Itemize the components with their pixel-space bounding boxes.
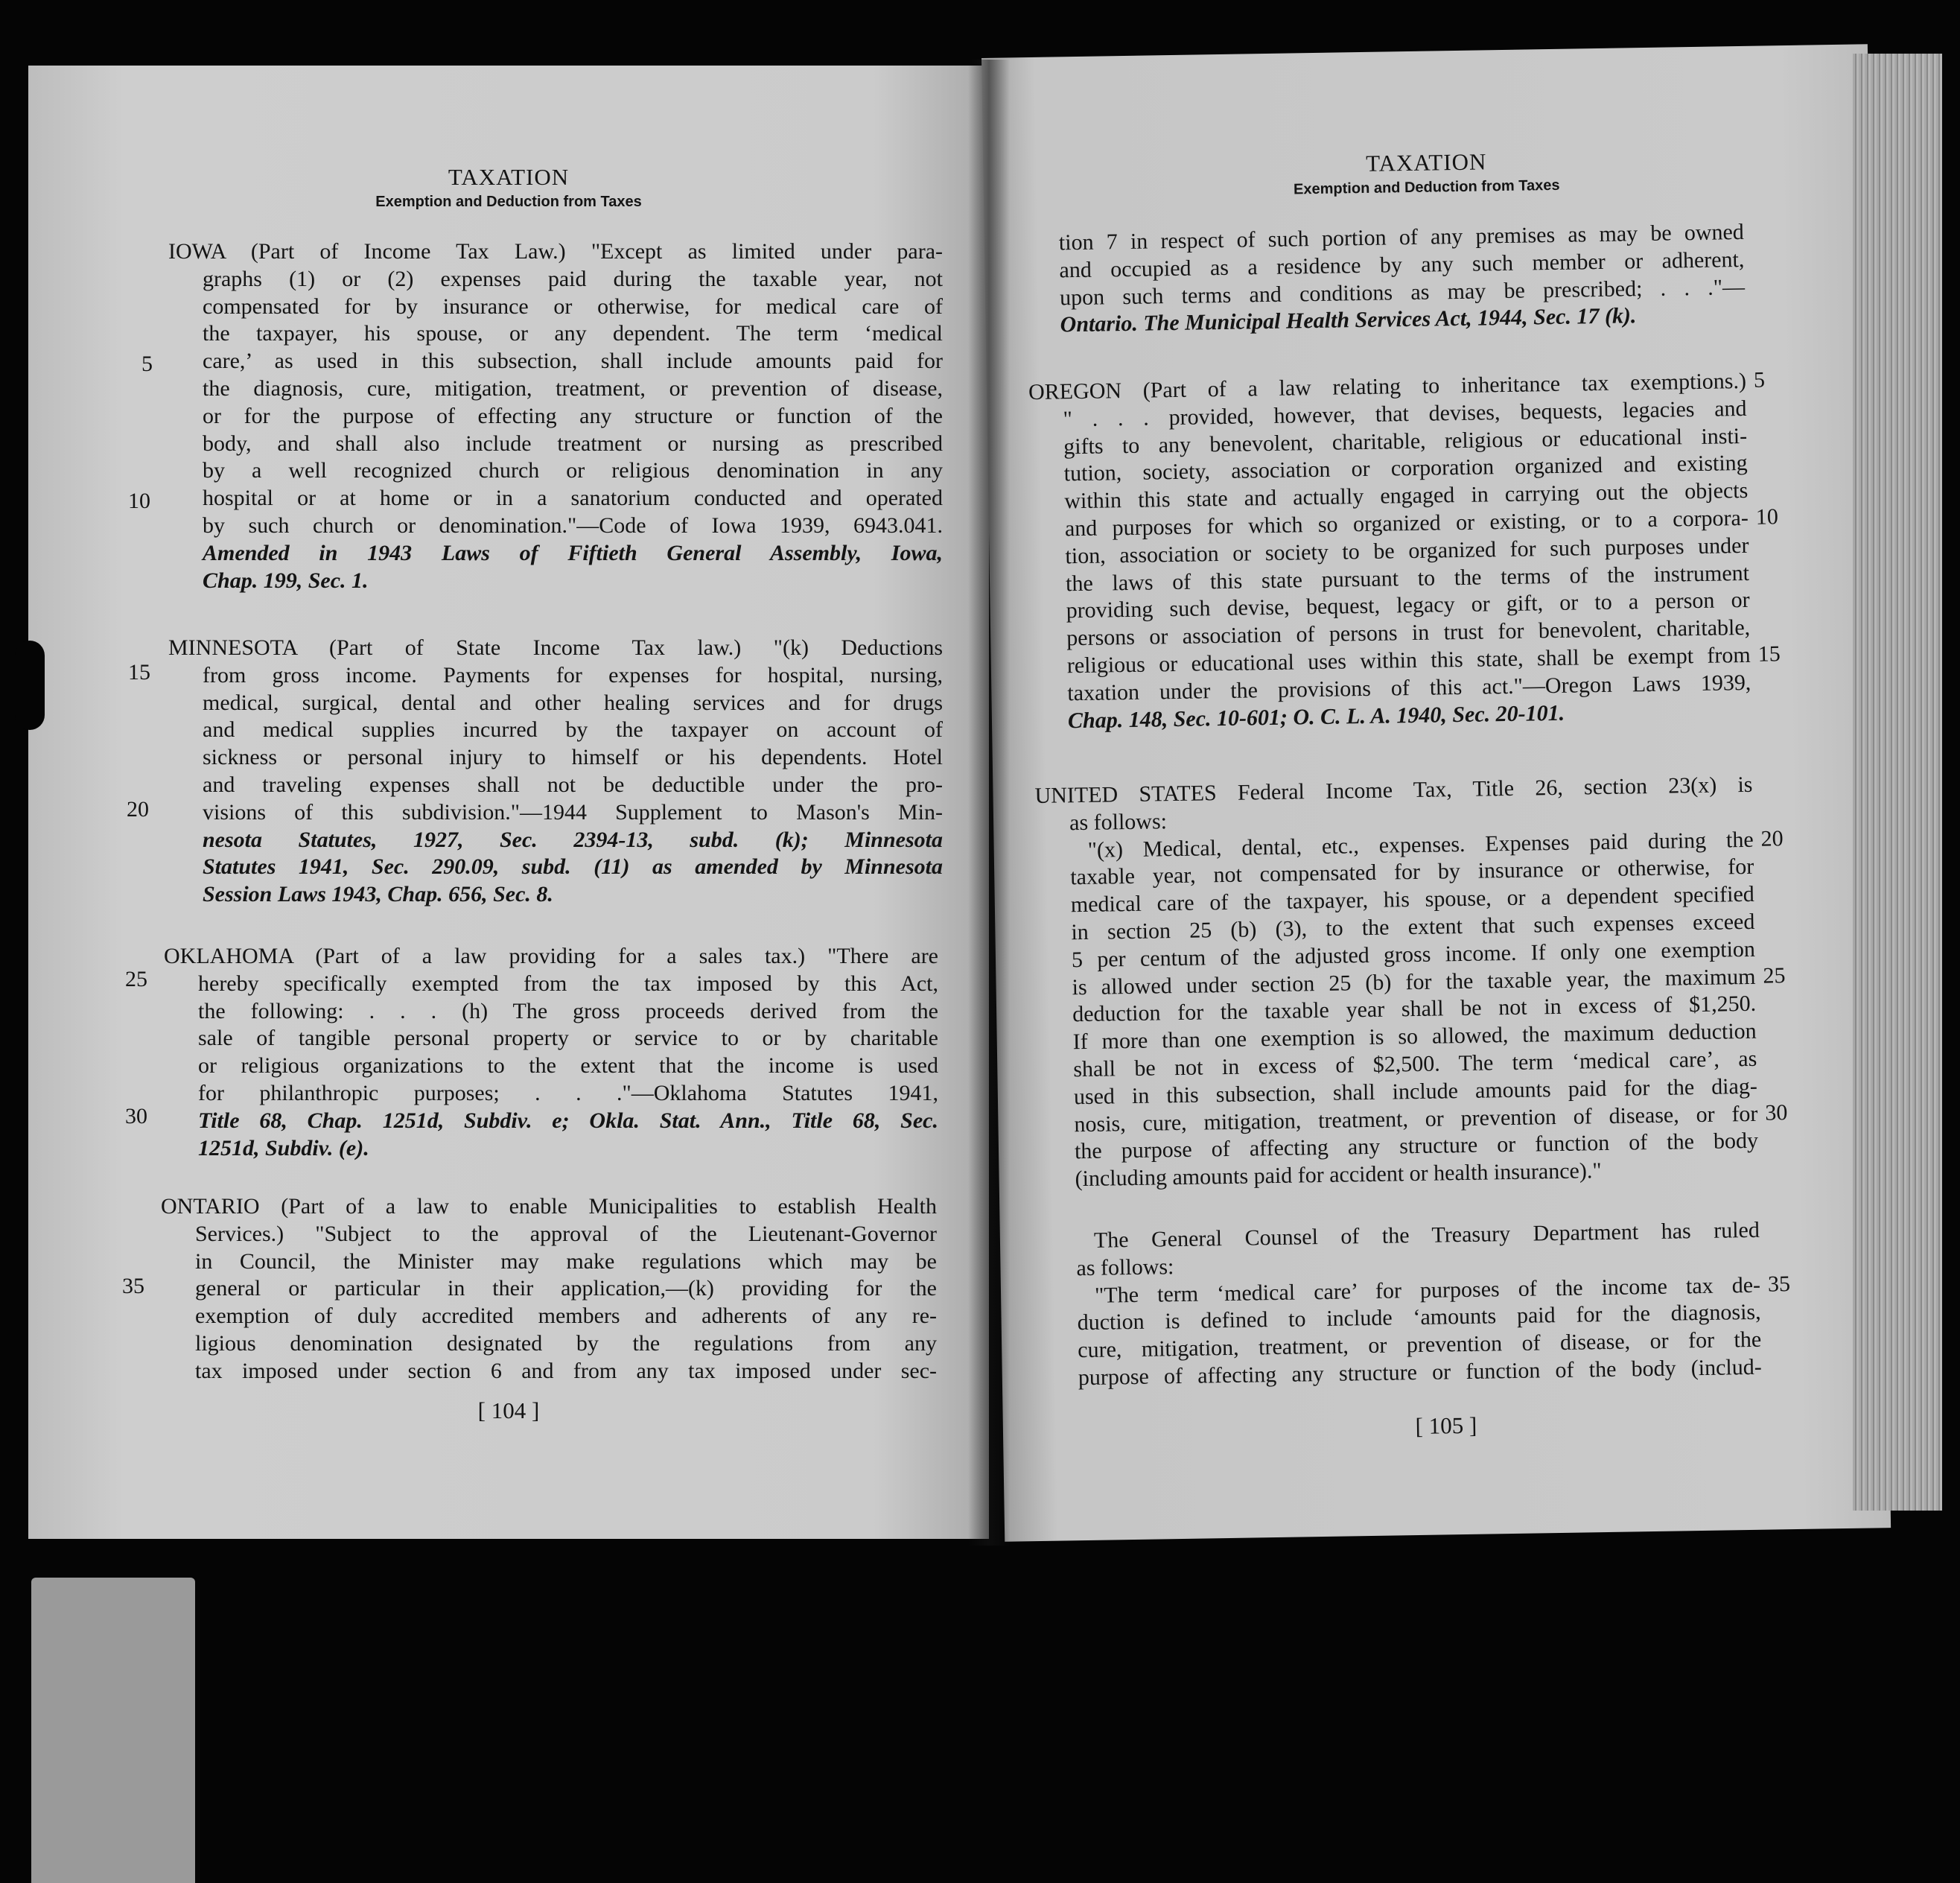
citation-line: nesota Statutes, 1927, Sec. 2394-13, subd. (k); Minnesota (203, 827, 943, 852)
text-line: MINNESOTA (Part of State Income Tax law.) "(k) Deductions (168, 635, 943, 660)
text-line: hospital or at home or in a sanatorium conducted and operated (203, 486, 943, 511)
text-line: and medical supplies incurred by the taxpayer on account of (203, 717, 943, 743)
text-line: purpose of affecting any structure or function of the body (includ- (1078, 1354, 1762, 1391)
line-number: 10 (128, 489, 150, 513)
text-line: medical, surgical, dental and other healing services and for drugs (203, 690, 943, 715)
page-number: [ 105 ] (1415, 1412, 1477, 1440)
text-line: sickness or personal injury to himself or his dependents. Hotel (203, 745, 943, 770)
text-line: graphs (1) or (2) expenses paid during the taxable year, not (203, 266, 943, 291)
sub-head: Exemption and Deduction from Taxes (375, 194, 642, 210)
text-line: by a well recognized church or religious denomination in any (203, 458, 943, 483)
text-line: visions of this subdivision."—1944 Supplement to Mason's Min- (203, 799, 943, 825)
line-number: 30 (125, 1104, 147, 1128)
text-line: duction is defined to include ‘amounts paid for the diagnosis, (1077, 1300, 1761, 1336)
line-number: 30 (1765, 1100, 1788, 1125)
text-line: deduction for the taxable year shall be not in excess of $1,250. (1072, 991, 1757, 1027)
text-line: sale of tangible personal property or service to or by charitable (198, 1026, 938, 1051)
gray-card (31, 1578, 195, 1883)
line-number: 35 (1767, 1271, 1791, 1297)
text-line: " . . . provided, however, that devises, bequests, legacies and (1063, 396, 1747, 432)
entry-oklahoma (164, 943, 938, 1162)
sub-head: Exemption and Deduction from Taxes (1293, 177, 1560, 198)
text-line: "The term ‘medical care’ for purposes of the income tax de- (1094, 1272, 1761, 1308)
text-line: medical care of the taxpayer, his spouse, or a dependent specified (1070, 882, 1755, 918)
text-line: ligious denomination designated by the regulations from any (195, 1330, 937, 1356)
book-gutter (968, 60, 1010, 1546)
text-line: as follows: (1076, 1254, 1174, 1280)
text-line: tax imposed under section 6 and from any tax imposed under sec- (195, 1358, 937, 1383)
entry-united-states (1034, 772, 1759, 1194)
citation-line: Statutes 1941, Sec. 290.09, subd. (11) as amended by Minnesota (203, 854, 943, 880)
entry-general-counsel (1042, 1217, 1762, 1393)
line-number: 25 (125, 967, 147, 991)
line-number: 10 (1755, 504, 1779, 530)
line-number: 20 (127, 797, 149, 822)
text-line: upon such terms and conditions as may be prescribed; . . ."— (1059, 274, 1746, 310)
text-line: body, and shall also include treatment or nursing as prescribed (203, 431, 943, 456)
text-line: used in this subsection, shall include amounts paid for the diag- (1073, 1073, 1758, 1109)
citation-line: Ontario. The Municipal Health Services Act, 1944, Sec. 17 (k). (1060, 303, 1637, 337)
line-number: 15 (1757, 641, 1781, 667)
text-line: the following: . . . (h) The gross proceeds derived from the (198, 998, 938, 1023)
text-line: or religious organizations to the extent that the income is used (198, 1053, 938, 1079)
text-line: the diagnosis, cure, mitigation, treatment, or prevention of disease, (203, 375, 943, 401)
text-line: Services.) "Subject to the approval of the Lieutenant-Governor (195, 1221, 937, 1246)
text-line: OREGON (Part of a law relating to inheritance tax exemptions.) (1028, 368, 1747, 405)
text-line: cure, mitigation, treatment, or prevention of disease, or for the (1078, 1327, 1762, 1363)
line-number: 20 (1760, 826, 1784, 851)
text-line: care,’ as used in this subsection, shall include amounts paid for (203, 349, 943, 374)
citation-line: Amended in 1943 Laws of Fiftieth General Assembly, Iowa, (203, 540, 943, 565)
running-head: TAXATION (448, 164, 570, 190)
entry-minnesota (168, 635, 943, 909)
text-line: the purpose of affecting any structure or function of the body (1074, 1128, 1759, 1164)
entry-ontario-continued (1059, 219, 1746, 340)
text-line: "(x) Medical, dental, etc., expenses. Expenses paid during the (1087, 827, 1754, 863)
text-line: in Council, the Minister may make regulations which may be (195, 1248, 937, 1274)
entry-iowa (168, 238, 943, 594)
line-number: 5 (1753, 367, 1766, 393)
citation-line: Chap. 199, Sec. 1. (203, 568, 369, 593)
page-notch (15, 641, 45, 730)
entry-oregon (1028, 368, 1751, 735)
text-line: 5 per centum of the adjusted gross income. If only one exemption (1071, 936, 1756, 973)
right-page (981, 44, 1891, 1541)
text-line: is allowed under section 25 (b) for the taxable year, the maximum (1072, 964, 1756, 1000)
text-line: religious or educational uses within this state, shall be exempt from (1066, 642, 1751, 679)
text-line: and purposes for which so organized or existing, or to a corpora- (1064, 505, 1749, 542)
citation-line: Title 68, Chap. 1251d, Subdiv. e; Okla. Stat. Ann., Title 68, Sec. (198, 1108, 938, 1133)
text-line: gifts to any benevolent, charitable, religious or educational insti- (1063, 423, 1748, 459)
text-line: from gross income. Payments for expenses for hospital, nursing, (203, 662, 943, 688)
text-line: general or particular in their application,—(k) providing for the (195, 1276, 937, 1301)
text-line: The General Counsel of the Treasury Department has ruled (1093, 1217, 1760, 1253)
text-line: OKLAHOMA (Part of a law providing for a sales tax.) "There are (164, 944, 938, 968)
page-number: [ 104 ] (477, 1397, 540, 1423)
text-line: and traveling expenses shall not be deductible under the pro- (203, 772, 943, 797)
text-line: If more than one exemption is so allowed, the maximum deduction (1072, 1018, 1757, 1055)
text-line: ONTARIO (Part of a law to enable Municipalities to establish Health (161, 1194, 937, 1219)
text-line: taxable year, not compensated for by insurance or otherwise, for (1070, 854, 1754, 890)
text-line: taxation under the provisions of this act."—Oregon Laws 1939, (1067, 670, 1751, 706)
text-line: UNITED STATES Federal Income Tax, Title 26, section 23(x) is (1034, 772, 1753, 808)
running-head: TAXATION (1365, 148, 1487, 177)
text-line: the laws of this state pursuant to the terms of the instrument (1065, 560, 1750, 596)
page-edges (1853, 54, 1942, 1511)
line-number: 25 (1763, 963, 1786, 988)
text-line: in section 25 (b) (3), to the extent that such expenses exceed (1071, 909, 1755, 945)
text-line: providing such devise, bequest, legacy or gift, or to a person or (1066, 588, 1750, 623)
text-line: for philanthropic purposes; . . ."—Oklahoma Statutes 1941, (198, 1080, 938, 1105)
text-line: within this state and actually engaged in carrying out the objects (1064, 478, 1749, 514)
text-line: nosis, cure, mitigation, treatment, or prevention of disease, or for (1074, 1101, 1758, 1137)
text-line: tion 7 in respect of such portion of any premises as may be owned (1058, 219, 1745, 255)
text-line: or for the purpose of effecting any structure or function of the (203, 403, 943, 428)
text-line: shall be not in excess of $2,500. The term ‘medical care’, as (1073, 1046, 1757, 1082)
left-page (28, 66, 989, 1539)
line-number: 15 (128, 660, 150, 685)
text-line: compensated for by insurance or otherwise, for medical care of (203, 293, 943, 319)
text-line: the taxpayer, his spouse, or any dependent. The term ‘medical (203, 321, 943, 346)
text-line: exemption of duly accredited members and adherents of any re- (195, 1304, 937, 1329)
text-line: hereby specifically exempted from the tax imposed by this Act, (198, 971, 938, 996)
text-line: IOWA (Part of Income Tax Law.) "Except as limited under para- (168, 239, 943, 264)
citation-line: Chap. 148, Sec. 10-601; O. C. L. A. 1940, Sec. 20-101. (1067, 700, 1565, 733)
text-line: by such church or denomination."—Code of Iowa 1939, 6943.041. (203, 512, 943, 538)
line-number: 5 (141, 352, 153, 376)
citation-line: 1251d, Subdiv. (e). (198, 1135, 369, 1160)
entry-ontario (161, 1193, 937, 1385)
text-line: as follows: (1069, 809, 1168, 836)
text-line: tion, association or society to be organized for such purposes under (1065, 533, 1749, 569)
text-line: tution, society, association or corporation organized and existing (1063, 451, 1748, 486)
citation-line: Session Laws 1943, Chap. 656, Sec. 8. (203, 882, 553, 907)
line-number: 35 (122, 1274, 144, 1298)
text-line: persons or association of persons in trust for benevolent, charitable, (1066, 615, 1751, 651)
text-line: and occupied as a residence by any such member or adherent, (1059, 247, 1745, 283)
text-line: (including amounts paid for accident or health insurance)." (1075, 1158, 1602, 1192)
